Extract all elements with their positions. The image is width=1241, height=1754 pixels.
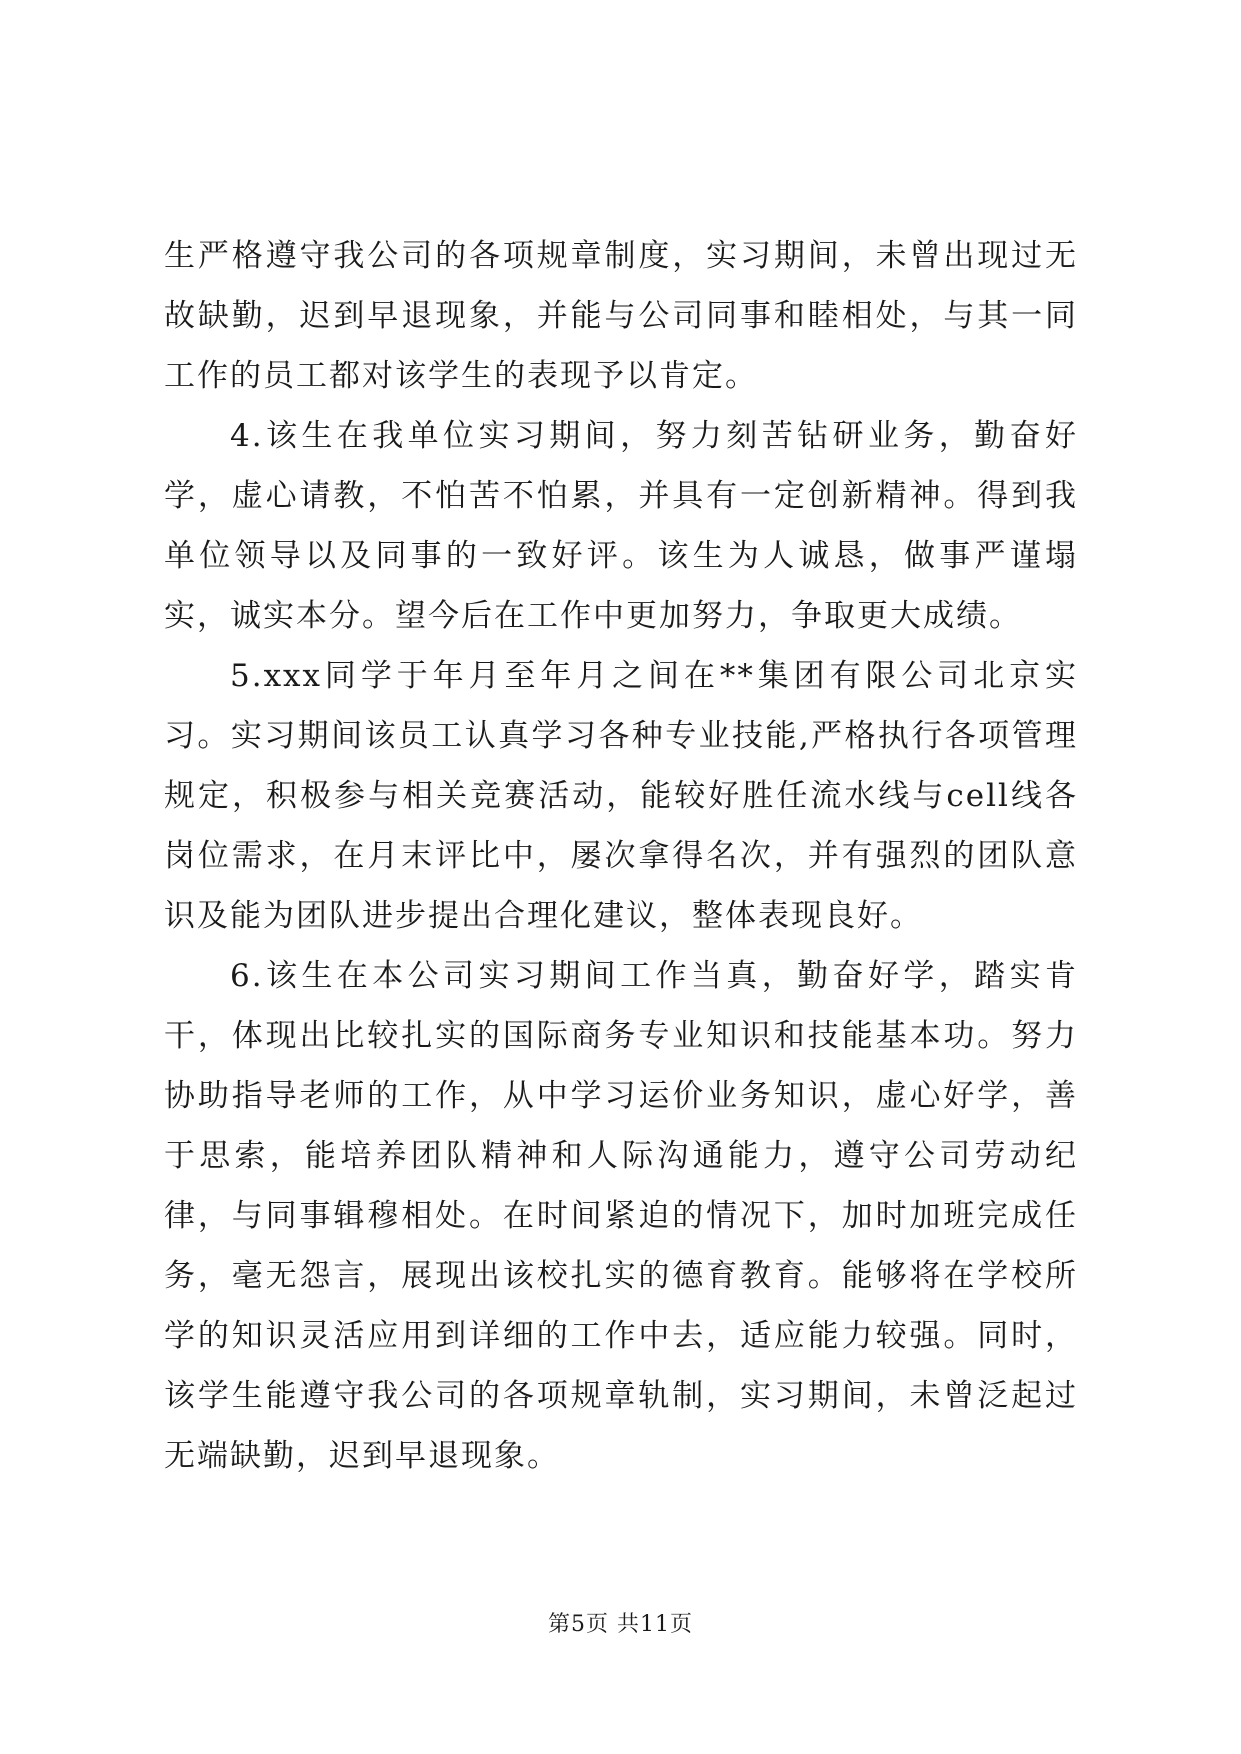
page-number-footer: 第5页 共11页 bbox=[548, 1612, 693, 1637]
document-body bbox=[164, 226, 1078, 1486]
paragraph-continued: 生严格遵守我公司的各项规章制度，实习期间，未曾出现过无故缺勤，迟到早退现象，并能与公司同事和睦相处，与其一同工作的员工都对该学生的表现予以肯定。 bbox=[164, 238, 1078, 394]
paragraph-item-5: 5.xxx同学于年月至年月之间在**集团有限公司北京实习。实习期间该员工认真学习各种专业技能,严格执行各项管理规定，积极参与相关竞赛活动，能较好胜任流水线与cell线各岗位需求，在月末评比中，屡次拿得名次，并有强烈的团队意识及能为团队进步提出合理化建议，整体表现良好。 bbox=[164, 658, 1078, 934]
paragraph-item-6: 6.该生在本公司实习期间工作当真，勤奋好学，踏实肯干，体现出比较扎实的国际商务专业知识和技能基本功。努力协助指导老师的工作，从中学习运价业务知识，虚心好学，善于思索，能培养团队精神和人际沟通能力，遵守公司劳动纪律，与同事辑穆相处。在时间紧迫的情况下，加时加班完成任务，毫无怨言，展现出该校扎实的德育教育。能够将在学校所学的知识灵活应用到详细的工作中去，适应能力较强。同时，该学生能遵守我公司的各项规章轨制，实习期间，未曾泛起过无端缺勤，迟到早退现象。 bbox=[164, 958, 1078, 1474]
paragraph-item-4: 4.该生在我单位实习期间，努力刻苦钻研业务，勤奋好学，虚心请教，不怕苦不怕累，并具有一定创新精神。得到我单位领导以及同事的一致好评。该生为人诚恳，做事严谨塌实，诚实本分。望今后在工作中更加努力，争取更大成绩。 bbox=[164, 418, 1078, 634]
